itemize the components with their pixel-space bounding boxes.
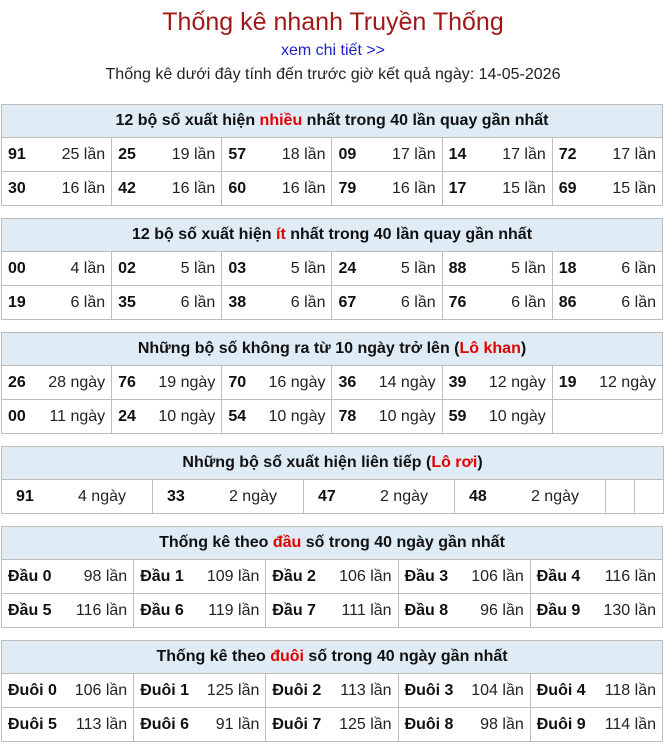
stat-cell: 30 16 lần bbox=[2, 172, 112, 206]
stat-cell: 86 6 lần bbox=[552, 286, 662, 320]
dau-stats-table bbox=[1, 526, 663, 628]
stat-cell: 17 15 lần bbox=[442, 172, 552, 206]
empty-cell bbox=[552, 400, 662, 434]
page-title: Thống kê nhanh Truyền Thống bbox=[162, 8, 504, 36]
stat-cell: 54 10 ngày bbox=[222, 400, 332, 434]
stat-cell: Đuôi 3 104 lần bbox=[398, 674, 530, 708]
stat-cell: Đuôi 9 114 lần bbox=[530, 708, 662, 742]
stat-cell: Đầu 8 96 lần bbox=[398, 594, 530, 628]
stat-cell: 48 2 ngày bbox=[455, 480, 606, 514]
stat-cell: 59 10 ngày bbox=[442, 400, 552, 434]
lo-roi-table bbox=[1, 446, 664, 514]
stat-cell: 26 28 ngày bbox=[2, 366, 112, 400]
stat-cell: 57 18 lần bbox=[222, 138, 332, 172]
stat-cell: 19 6 lần bbox=[2, 286, 112, 320]
stat-cell: 14 17 lần bbox=[442, 138, 552, 172]
stat-cell: 91 25 lần bbox=[2, 138, 112, 172]
stat-cell: Đuôi 7 125 lần bbox=[266, 708, 398, 742]
stat-cell: 36 14 ngày bbox=[332, 366, 442, 400]
most-frequent-table bbox=[1, 104, 663, 206]
stat-cell: Đầu 1 109 lần bbox=[134, 560, 266, 594]
least-frequent-table bbox=[1, 218, 663, 320]
stat-cell: 88 5 lần bbox=[442, 252, 552, 286]
lo-khan-table bbox=[1, 332, 663, 434]
stat-cell: Đuôi 4 118 lần bbox=[530, 674, 662, 708]
dau-stats-title: Thống kê theo đầu số trong 40 ngày gần nhất bbox=[2, 527, 663, 560]
stat-cell: 60 16 lần bbox=[222, 172, 332, 206]
stat-cell: Đầu 9 130 lần bbox=[530, 594, 662, 628]
stat-cell: 03 5 lần bbox=[222, 252, 332, 286]
stat-cell: 25 19 lần bbox=[112, 138, 222, 172]
stat-cell: 79 16 lần bbox=[332, 172, 442, 206]
stat-cell: Đuôi 0 106 lần bbox=[2, 674, 134, 708]
stat-cell: Đầu 6 119 lần bbox=[134, 594, 266, 628]
stat-cell: 91 4 ngày bbox=[2, 480, 153, 514]
duoi-stats-table bbox=[1, 640, 663, 742]
empty-cell bbox=[635, 480, 664, 514]
stat-cell: 72 17 lần bbox=[552, 138, 662, 172]
stat-cell: Đầu 5 116 lần bbox=[2, 594, 134, 628]
stat-cell: 33 2 ngày bbox=[153, 480, 304, 514]
stat-cell: 02 5 lần bbox=[112, 252, 222, 286]
stat-cell: Đuôi 5 113 lần bbox=[2, 708, 134, 742]
stat-cell: 24 5 lần bbox=[332, 252, 442, 286]
stat-cell: 76 6 lần bbox=[442, 286, 552, 320]
lo-khan-title: Những bộ số không ra từ 10 ngày trở lên (Lô khan) bbox=[2, 333, 663, 366]
stat-cell: Đầu 3 106 lần bbox=[398, 560, 530, 594]
stat-cell: Đầu 7 111 lần bbox=[266, 594, 398, 628]
stat-cell: Đuôi 1 125 lần bbox=[134, 674, 266, 708]
stat-cell: 47 2 ngày bbox=[304, 480, 455, 514]
stat-cell: 78 10 ngày bbox=[332, 400, 442, 434]
stat-cell: 42 16 lần bbox=[112, 172, 222, 206]
stat-cell: Đầu 2 106 lần bbox=[266, 560, 398, 594]
stat-cell: 69 15 lần bbox=[552, 172, 662, 206]
stat-cell: 70 16 ngày bbox=[222, 366, 332, 400]
stat-cell: 67 6 lần bbox=[332, 286, 442, 320]
stat-cell: 09 17 lần bbox=[332, 138, 442, 172]
stat-cell: 00 11 ngày bbox=[2, 400, 112, 434]
stat-cell: 76 19 ngày bbox=[112, 366, 222, 400]
stat-cell: 35 6 lần bbox=[112, 286, 222, 320]
stat-cell: Đầu 0 98 lần bbox=[2, 560, 134, 594]
stat-cell: Đuôi 2 113 lần bbox=[266, 674, 398, 708]
stat-cell: 00 4 lần bbox=[2, 252, 112, 286]
date-note: Thống kê dưới đây tính đến trước giờ kết quả ngày: 14-05-2026 bbox=[105, 66, 561, 83]
stat-cell: Đuôi 6 91 lần bbox=[134, 708, 266, 742]
stat-cell: Đuôi 8 98 lần bbox=[398, 708, 530, 742]
most-frequent-title: 12 bộ số xuất hiện nhiều nhất trong 40 lần quay gần nhất bbox=[2, 105, 663, 138]
stat-cell: Đầu 4 116 lần bbox=[530, 560, 662, 594]
duoi-stats-title: Thống kê theo đuôi số trong 40 ngày gần nhất bbox=[2, 641, 663, 674]
page-header bbox=[0, 0, 666, 86]
lo-roi-title: Những bộ số xuất hiện liên tiếp (Lô rơi) bbox=[2, 447, 664, 480]
stat-cell: 18 6 lần bbox=[552, 252, 662, 286]
least-frequent-title: 12 bộ số xuất hiện ít nhất trong 40 lần quay gần nhất bbox=[2, 219, 663, 252]
stat-cell: 24 10 ngày bbox=[112, 400, 222, 434]
stat-cell: 19 12 ngày bbox=[552, 366, 662, 400]
stat-cell: 38 6 lần bbox=[222, 286, 332, 320]
stat-cell: 39 12 ngày bbox=[442, 366, 552, 400]
detail-link[interactable]: xem chi tiết >> bbox=[280, 42, 386, 59]
empty-cell bbox=[606, 480, 635, 514]
